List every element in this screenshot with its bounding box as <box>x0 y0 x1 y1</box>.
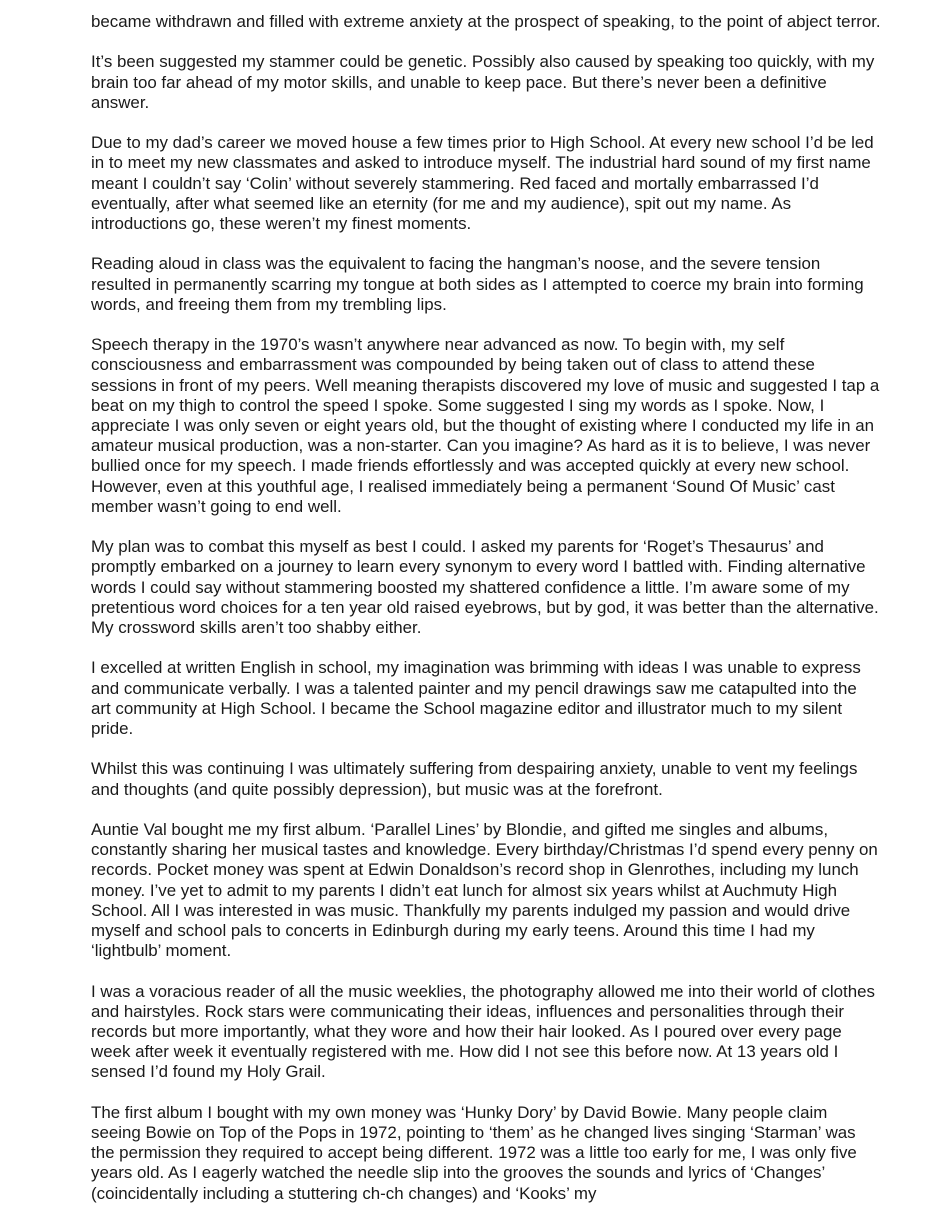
paragraph-11: The first album I bought with my own money was ‘Hunky Dory’ by David Bowie. Many people claim seeing Bowie on Top of the Pops in 1972, pointing to ‘them’ as he changed lives singing ‘Starman’ was the permission they required to accept being different. 1972 was a little too early for me, I was only five years old. As I eagerly watched the needle slip into the grooves the sounds and lyrics of ‘Changes’ (coincidentally including a stuttering ch-ch changes) and ‘Kooks’ my <box>91 1102 857 1203</box>
paragraph-1: became withdrawn and filled with extreme anxiety at the prospect of speaking, to the point of abject terror. <box>91 12 881 31</box>
paragraph-3: Due to my dad’s career we moved house a few times prior to High School. At every new school I’d be led in to meet my new classmates and asked to introduce myself. The industrial hard sound of my first name meant I couldn’t say ‘Colin’ without severely stammering. Red faced and mortally embarrassed I’d eventually, after what seemed like an eternity (for me and my audience), spit out my name. As introductions go, these weren’t my finest moments. <box>91 133 874 233</box>
document-body <box>91 12 881 1224</box>
paragraph-2: It’s been suggested my stammer could be genetic. Possibly also caused by speaking too quickly, with my brain too far ahead of my motor skills, and unable to keep pace. But there’s never been a definitive answer. <box>91 52 875 112</box>
paragraph-9: Auntie Val bought me my first album. ‘Parallel Lines’ by Blondie, and gifted me singles and albums, constantly sharing her musical tastes and knowledge. Every birthday/Christmas I’d spend every penny on records. Pocket money was spent at Edwin Donaldson’s record shop in Glenrothes, including my lunch money. I’ve yet to admit to my parents I didn’t eat lunch for almost six years whilst at Auchmuty High School. All I was interested in was music. Thankfully my parents indulged my passion and would drive myself and school pals to concerts in Edinburgh during my early teens. Around this time I had my ‘lightbulb’ moment. <box>91 820 878 961</box>
paragraph-5: Speech therapy in the 1970’s wasn’t anywhere near advanced as now. To begin with, my self consciousness and embarrassment was compounded by being taken out of class to attend these sessions in front of my peers. Well meaning therapists discovered my love of music and suggested I tap a beat on my thigh to control the speed I spoke. Some suggested I sing my words as I spoke. Now, I appreciate I was only seven or eight years old, but the thought of existing where I conducted my life in an amateur musical production, was a non-starter. Can you imagine? As hard as it is to believe, I was never bullied once for my speech. I made friends effortlessly and was accepted quickly at every new school. However, even at this youthful age, I realised immediately being a permanent ‘Sound Of Music’ cast member wasn’t going to end well. <box>91 335 880 516</box>
paragraph-10: I was a voracious reader of all the music weeklies, the photography allowed me into their world of clothes and hairstyles. Rock stars were communicating their ideas, influences and personalities through their records but more importantly, what they wore and how their hair looked. As I poured over every page week after week it eventually registered with me. How did I not see this before now. At 13 years old I sensed I’d found my Holy Grail. <box>91 981 875 1082</box>
paragraph-6: My plan was to combat this myself as best I could. I asked my parents for ‘Roget’s Thesaurus’ and promptly embarked on a journey to learn every synonym to every word I battled with. Finding alternative words I could say without stammering boosted my shattered confidence a little. I’m aware some of my pretentious word choices for a ten year old raised eyebrows, but by god, it was better than the alternative. My crossword skills aren’t too shabby either. <box>91 537 879 638</box>
paragraph-4: Reading aloud in class was the equivalent to facing the hangman’s noose, and the severe tension resulted in permanently scarring my tongue at both sides as I attempted to coerce my brain into forming words, and freeing them from my trembling lips. <box>91 254 864 314</box>
paragraph-7: I excelled at written English in school, my imagination was brimming with ideas I was unable to express and communicate verbally. I was a talented painter and my pencil drawings saw me catapulted into the art community at High School. I became the School magazine editor and illustrator much to my silent pride. <box>91 658 861 739</box>
paragraph-8: Whilst this was continuing I was ultimately suffering from despairing anxiety, unable to vent my feelings and thoughts (and quite possibly depression), but music was at the forefront. <box>91 759 858 799</box>
